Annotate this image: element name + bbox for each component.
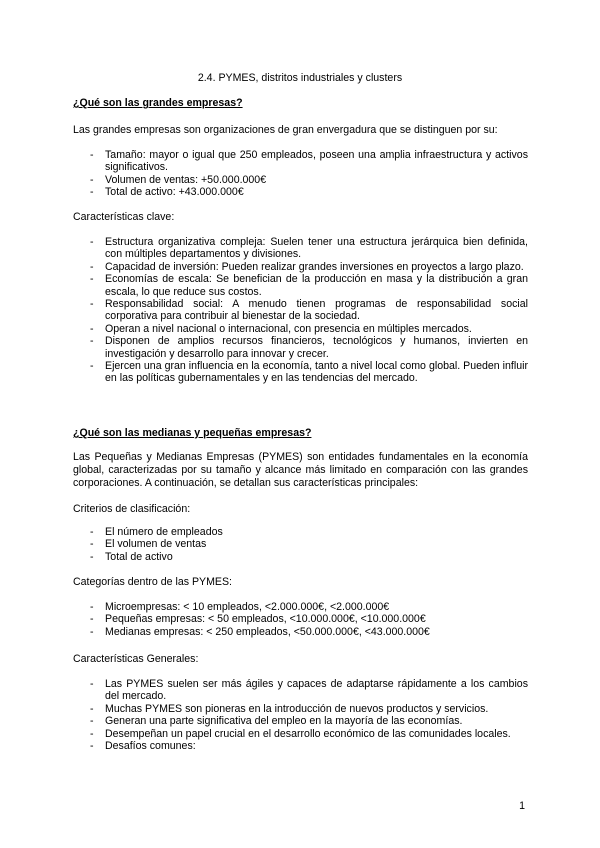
list-item: - Total de activo <box>73 551 528 563</box>
page-title: 2.4. PYMES, distritos industriales y clusters <box>197 72 403 84</box>
list-caracteristicas-clave <box>73 236 528 385</box>
label-criterios: Criterios de clasificación: <box>73 503 191 515</box>
label-caracteristicas-clave: Características clave: <box>73 211 175 223</box>
list-item: - Ejercen una gran influencia en la economía, tanto a nivel local como global. Pueden influir en las políticas gubernamentales y en las tendencias del mercado. <box>73 360 528 385</box>
list-item: - Economías de escala: Se benefician de la producción en masa y la distribución a gran escala, lo que reduce sus costos. <box>73 273 528 298</box>
list-item: - Estructura organizativa compleja: Suelen tener una estructura jerárquica bien definida, con múltiples departamentos y divisiones. <box>73 236 528 261</box>
label-categorias: Categorías dentro de las PYMES: <box>73 576 232 588</box>
list-item: - El volumen de ventas <box>73 538 528 550</box>
intro-grandes-empresas: Las grandes empresas son organizaciones de gran envergadura que se distinguen por su: <box>73 124 498 136</box>
intro-pymes: Las Pequeñas y Medianas Empresas (PYMES) son entidades fundamentales en la economía global, caracterizadas por su tamaño y alcance más limitado en comparación con las grandes corporaciones. A continuación, se detallan sus características principales: <box>73 451 528 489</box>
list-item: - Generan una parte significativa del empleo en la mayoría de las economías. <box>73 715 528 727</box>
list-categorias <box>73 601 528 638</box>
heading-pymes: ¿Qué son las medianas y pequeñas empresas? <box>73 427 312 439</box>
list-item: - Desempeñan un papel crucial en el desarrollo económico de las comunidades locales. <box>73 728 528 740</box>
page-number: 1 <box>519 800 525 812</box>
list-item: - Responsabilidad social: A menudo tienen programas de responsabilidad social corporativa para contribuir al bienestar de la sociedad. <box>73 298 528 323</box>
list-grandes-tamano <box>73 149 528 199</box>
list-item: - Medianas empresas: < 250 empleados, <50.000.000€, <43.000.000€ <box>73 626 528 638</box>
list-item: - Disponen de amplios recursos financieros, tecnológicos y humanos, invierten en investigación y desarrollo para innovar y crecer. <box>73 335 528 360</box>
list-caracteristicas-generales <box>73 678 528 752</box>
heading-grandes-empresas: ¿Qué son las grandes empresas? <box>73 97 243 109</box>
list-item: - Las PYMES suelen ser más ágiles y capaces de adaptarse rápidamente a los cambios del mercado. <box>73 678 528 703</box>
list-item: - Tamaño: mayor o igual que 250 empleados, poseen una amplia infraestructura y activos significativos. <box>73 149 528 174</box>
list-item: - Total de activo: +43.000.000€ <box>73 186 528 198</box>
list-item: - Pequeñas empresas: < 50 empleados, <10.000.000€, <10.000.000€ <box>73 613 528 625</box>
list-item: - Microempresas: < 10 empleados, <2.000.000€, <2.000.000€ <box>73 601 528 613</box>
list-item: - Desafíos comunes: <box>73 740 528 752</box>
list-item: - El número de empleados <box>73 526 528 538</box>
list-criterios <box>73 526 528 563</box>
label-caracteristicas-generales: Características Generales: <box>73 653 199 665</box>
list-item: - Operan a nivel nacional o internacional, con presencia en múltiples mercados. <box>73 323 528 335</box>
list-item: - Muchas PYMES son pioneras en la introducción de nuevos productos y servicios. <box>73 703 528 715</box>
list-item: - Capacidad de inversión: Pueden realizar grandes inversiones en proyectos a largo plazo. <box>73 261 528 273</box>
list-item: - Volumen de ventas: +50.000.000€ <box>73 174 528 186</box>
